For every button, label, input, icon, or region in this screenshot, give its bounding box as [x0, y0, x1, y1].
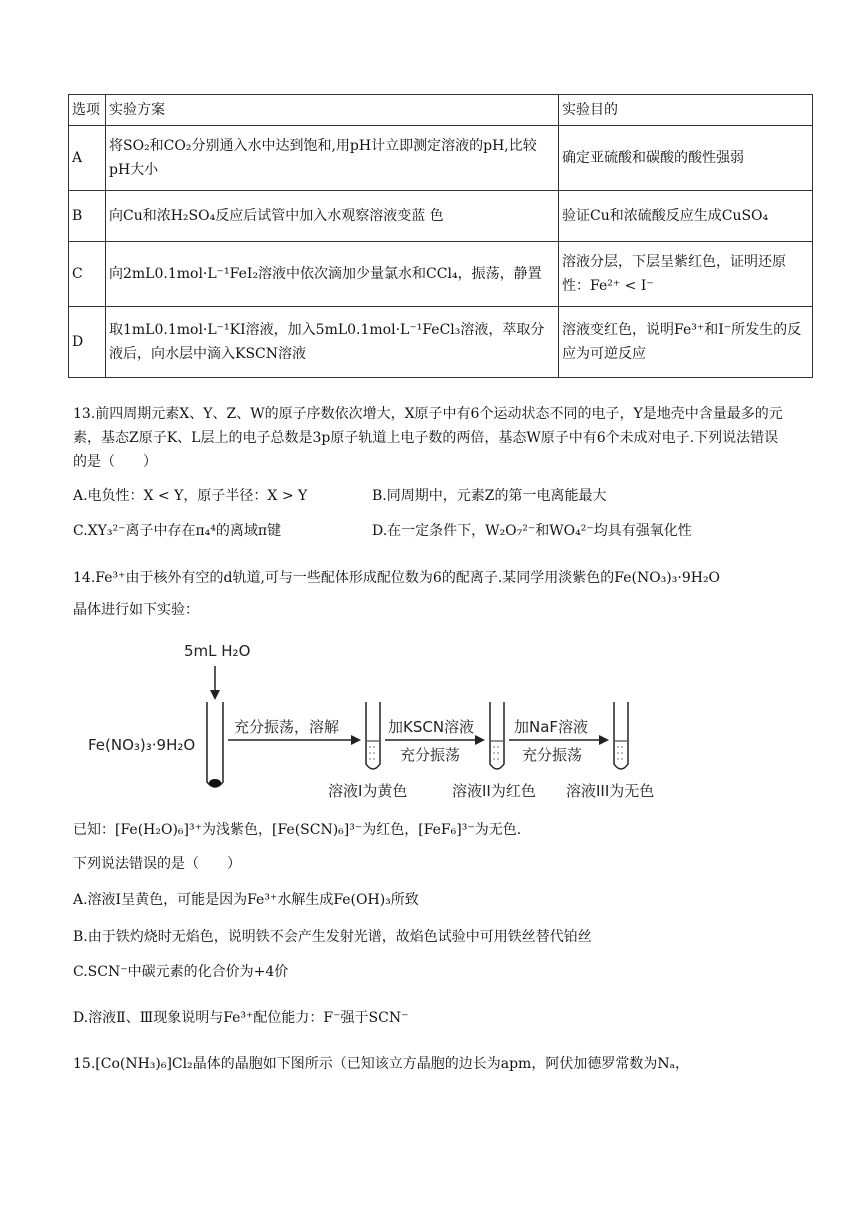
step2-top-label: 加KSCN溶液 [388, 718, 475, 736]
table-row [69, 242, 813, 307]
row-plan: 取1mL0.1mol·L⁻¹KI溶液，加入5mL0.1mol·L⁻¹FeCl₃溶液，萃取分液后，向水层中滴入KSCN溶液 [106, 307, 559, 378]
row-option: D [69, 307, 106, 378]
row-purpose: 溶液变红色，说明Fe³⁺和I⁻所发生的反应为可逆反应 [559, 307, 813, 378]
arrow-2-head [475, 735, 485, 745]
table-row [69, 307, 813, 378]
row-plan: 向Cu和浓H₂SO₄反应后试管中加入水观察溶液变蓝 色 [106, 191, 559, 242]
row-purpose: 验证Cu和浓硫酸反应生成CuSO₄ [559, 191, 813, 242]
table-row [69, 126, 813, 191]
solution-2-label: 溶液II为红色 [452, 782, 536, 800]
step3-bottom-label: 充分振荡 [522, 746, 583, 764]
q14-stem-line2: 晶体进行如下实验： [73, 602, 199, 618]
header-purpose: 实验目的 [559, 95, 813, 126]
reagent-label: Fe(NO₃)₃·9H₂O [88, 736, 196, 754]
q13-stem: 13.前四周期元素X、Y、Z、W的原子序数依次增大，X原子中有6个运动状态不同的电子，Y是地壳中含量最多的元素，基态Z原子K、L层上的电子总数是3p原子轨道上电子数的两倍，基态W原子中有6个未成对电子.下列说法错误的是（ ） [73, 406, 783, 470]
row-purpose: 溶液分层，下层呈紫红色，证明还原性：Fe²⁺ < I⁻ [559, 242, 813, 307]
solution-3-label: 溶液III为无色 [566, 782, 655, 800]
q15-stem: 15.[Co(NH₃)₆]Cl₂晶体的晶胞如下图所示（已知该立方晶胞的边长为apm，阿伏加德罗常数为Nₐ， [73, 1056, 689, 1072]
q14-option-b: B.由于铁灼烧时无焰色，说明铁不会产生发射光谱，故焰色试验中可用铁丝替代铂丝 [73, 929, 592, 945]
row-plan: 向2mL0.1mol·L⁻¹FeI₂溶液中依次滴加少量氯水和CCl₄，振荡，静置 [106, 242, 559, 307]
q14-option-d: D.溶液Ⅱ、Ⅲ现象说明与Fe³⁺配位能力：F⁻强于SCN⁻ [73, 1010, 409, 1026]
header-option: 选项 [69, 95, 106, 126]
arrow-1-head [351, 735, 361, 745]
arrow-3-head [599, 735, 609, 745]
row-option: B [69, 191, 106, 242]
experiment-table [68, 94, 813, 378]
table-header-row [69, 95, 813, 126]
q14-option-a: A.溶液Ⅰ呈黄色，可能是因为Fe³⁺水解生成Fe(OH)₃所致 [73, 892, 419, 908]
water-label: 5mL H₂O [184, 642, 251, 660]
step2-bottom-label: 充分振荡 [400, 746, 461, 764]
q13-option-b: B.同周期中，元素Z的第一电离能最大 [372, 488, 607, 504]
row-option: C [69, 242, 106, 307]
q14-known: 已知：[Fe(H₂O)₆]³⁺为浅紫色，[Fe(SCN)₆]³⁻为红色，[FeF₆]³⁻为无色. [73, 822, 522, 838]
solution-1-label: 溶液I为黄色 [328, 782, 408, 800]
down-arrow-head [210, 690, 220, 700]
test-tube-1 [207, 702, 223, 787]
q13-option-d: D.在一定条件下，W₂O₇²⁻和WO₄²⁻均具有强氧化性 [372, 523, 692, 539]
q14-stem-line1: 14.Fe³⁺由于核外有空的d轨道,可与一些配体形成配位数为6的配离子.某同学用淡紫色的Fe(NO₃)₃·9H₂O [73, 570, 721, 586]
step1-label: 充分振荡，溶解 [234, 718, 340, 736]
header-plan: 实验方案 [106, 95, 559, 126]
step3-top-label: 加NaF溶液 [514, 718, 589, 736]
q13-option-a: A.电负性：X < Y，原子半径：X > Y [73, 488, 308, 504]
row-plan: 将SO₂和CO₂分别通入水中达到饱和,用pH计立即测定溶液的pH,比较pH大小 [106, 126, 559, 191]
q14-ask: 下列说法错误的是（ ） [73, 856, 241, 872]
row-purpose: 确定亚硫酸和碳酸的酸性强弱 [559, 126, 813, 191]
row-option: A [69, 126, 106, 191]
experiment-diagram [88, 636, 655, 808]
q14-option-c: C.SCN⁻中碳元素的化合价为+4价 [73, 964, 289, 980]
crystal-solid [209, 779, 221, 787]
table-row [69, 191, 813, 242]
q13-option-c: C.XY₃²⁻离子中存在π₄⁴的离域π键 [73, 523, 282, 539]
